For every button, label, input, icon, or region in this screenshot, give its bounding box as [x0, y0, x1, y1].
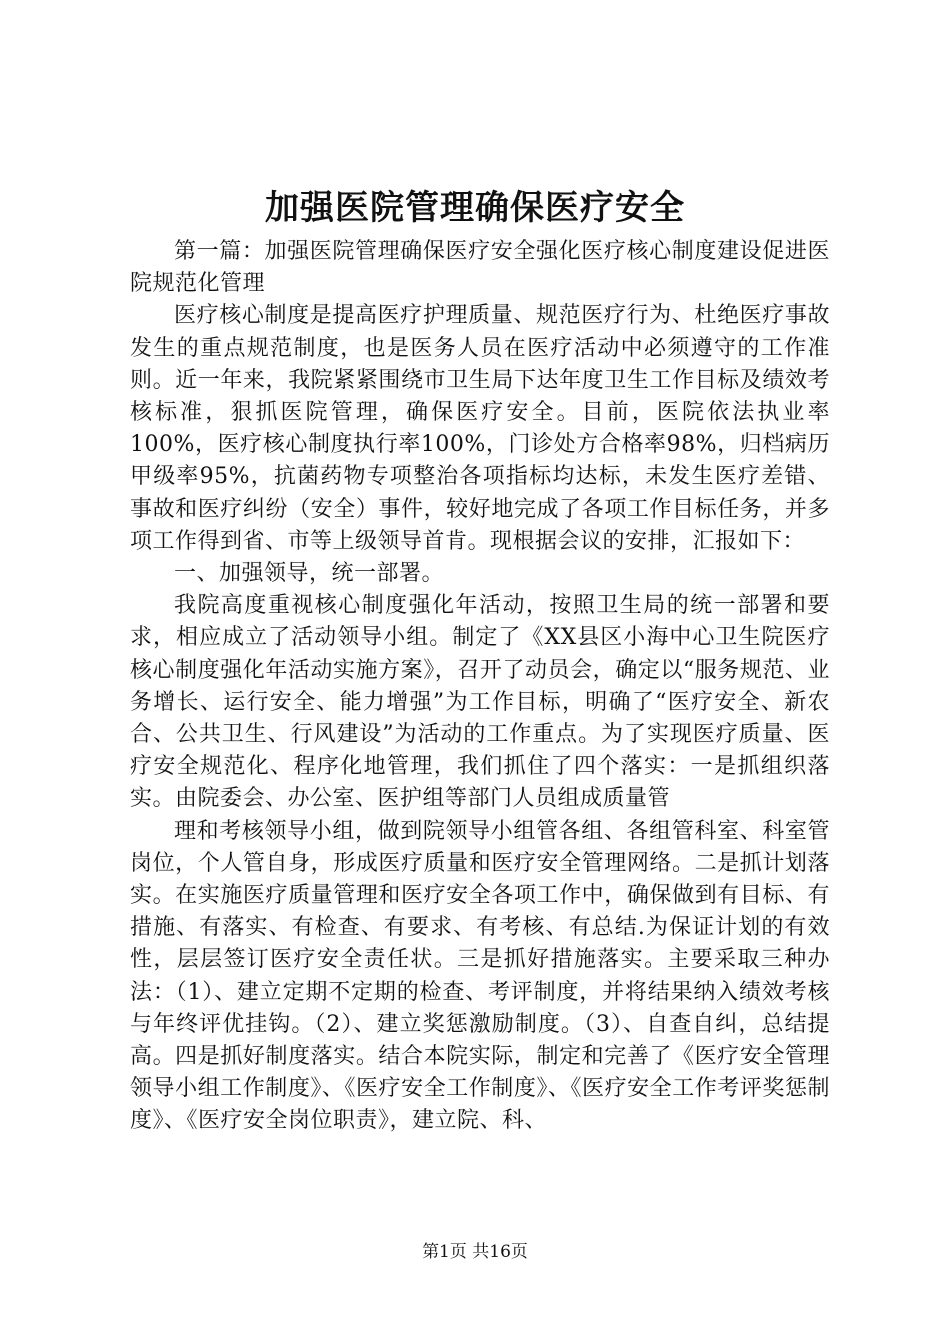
document-body	[130, 236, 830, 1138]
page-number-footer: 第1页 共16页	[422, 1242, 528, 1262]
document-title: 加强医院管理确保医疗安全	[265, 188, 685, 228]
section-heading: 一、加强领导，统一部署。	[174, 561, 445, 587]
paragraph: 医疗核心制度是提高医疗护理质量、规范医疗行为、杜绝医疗事故发生的重点规范制度，也是医务人员在医疗活动中必须遵守的工作准则。近一年来，我院紧紧围绕市卫生局下达年度卫生工作目标及绩效考核标准，狠抓医院管理，确保医疗安全。目前，医院依法执业率100%，医疗核心制度执行率100%，门诊处方合格率98%，归档病历甲级率95%，抗菌药物专项整治各项指标均达标，未发生医疗差错、事故和医疗纠纷（安全）事件，较好地完成了各项工作目标任务，并多项工作得到省、市等上级领导首肯。现根据会议的安排，汇报如下：	[130, 303, 830, 554]
paragraph-heading: 第一篇：加强医院管理确保医疗安全强化医疗核心制度建设促进医院规范化管理	[130, 239, 830, 297]
paragraph: 我院高度重视核心制度强化年活动，按照卫生局的统一部署和要求，相应成立了活动领导小组。制定了《XX县区小海中心卫生院医疗核心制度强化年活动实施方案》，召开了动员会，确定以“服务规范、业务增长、运行安全、能力增强”为工作目标，明确了“医疗安全、新农合、公共卫生、行风建设”为活动的工作重点。为了实现医疗质量、医疗安全规范化、程序化地管理，我们抓住了四个落实：一是抓组织落实。由院委会、办公室、医护组等部门人员组成质量管	[130, 593, 830, 812]
paragraph: 理和考核领导小组，做到院领导小组管各组、各组管科室、科室管岗位，个人管自身，形成医疗质量和医疗安全管理网络。二是抓计划落实。在实施医疗质量管理和医疗安全各项工作中，确保做到有目标、有措施、有落实、有检查、有要求、有考核、有总结.为保证计划的有效性，层层签订医疗安全责任状。三是抓好措施落实。主要采取三种办法：（1）、建立定期不定期的检查、考评制度，并将结果纳入绩效考核与年终评优挂钩。（2）、建立奖惩激励制度。（3）、自查自纠，总结提高。四是抓好制度落实。结合本院实际，制定和完善了《医疗安全管理领导小组工作制度》、《医疗安全工作制度》、《医疗安全工作考评奖惩制度》、《医疗安全岗位职责》，建立院、科、	[130, 818, 830, 1134]
